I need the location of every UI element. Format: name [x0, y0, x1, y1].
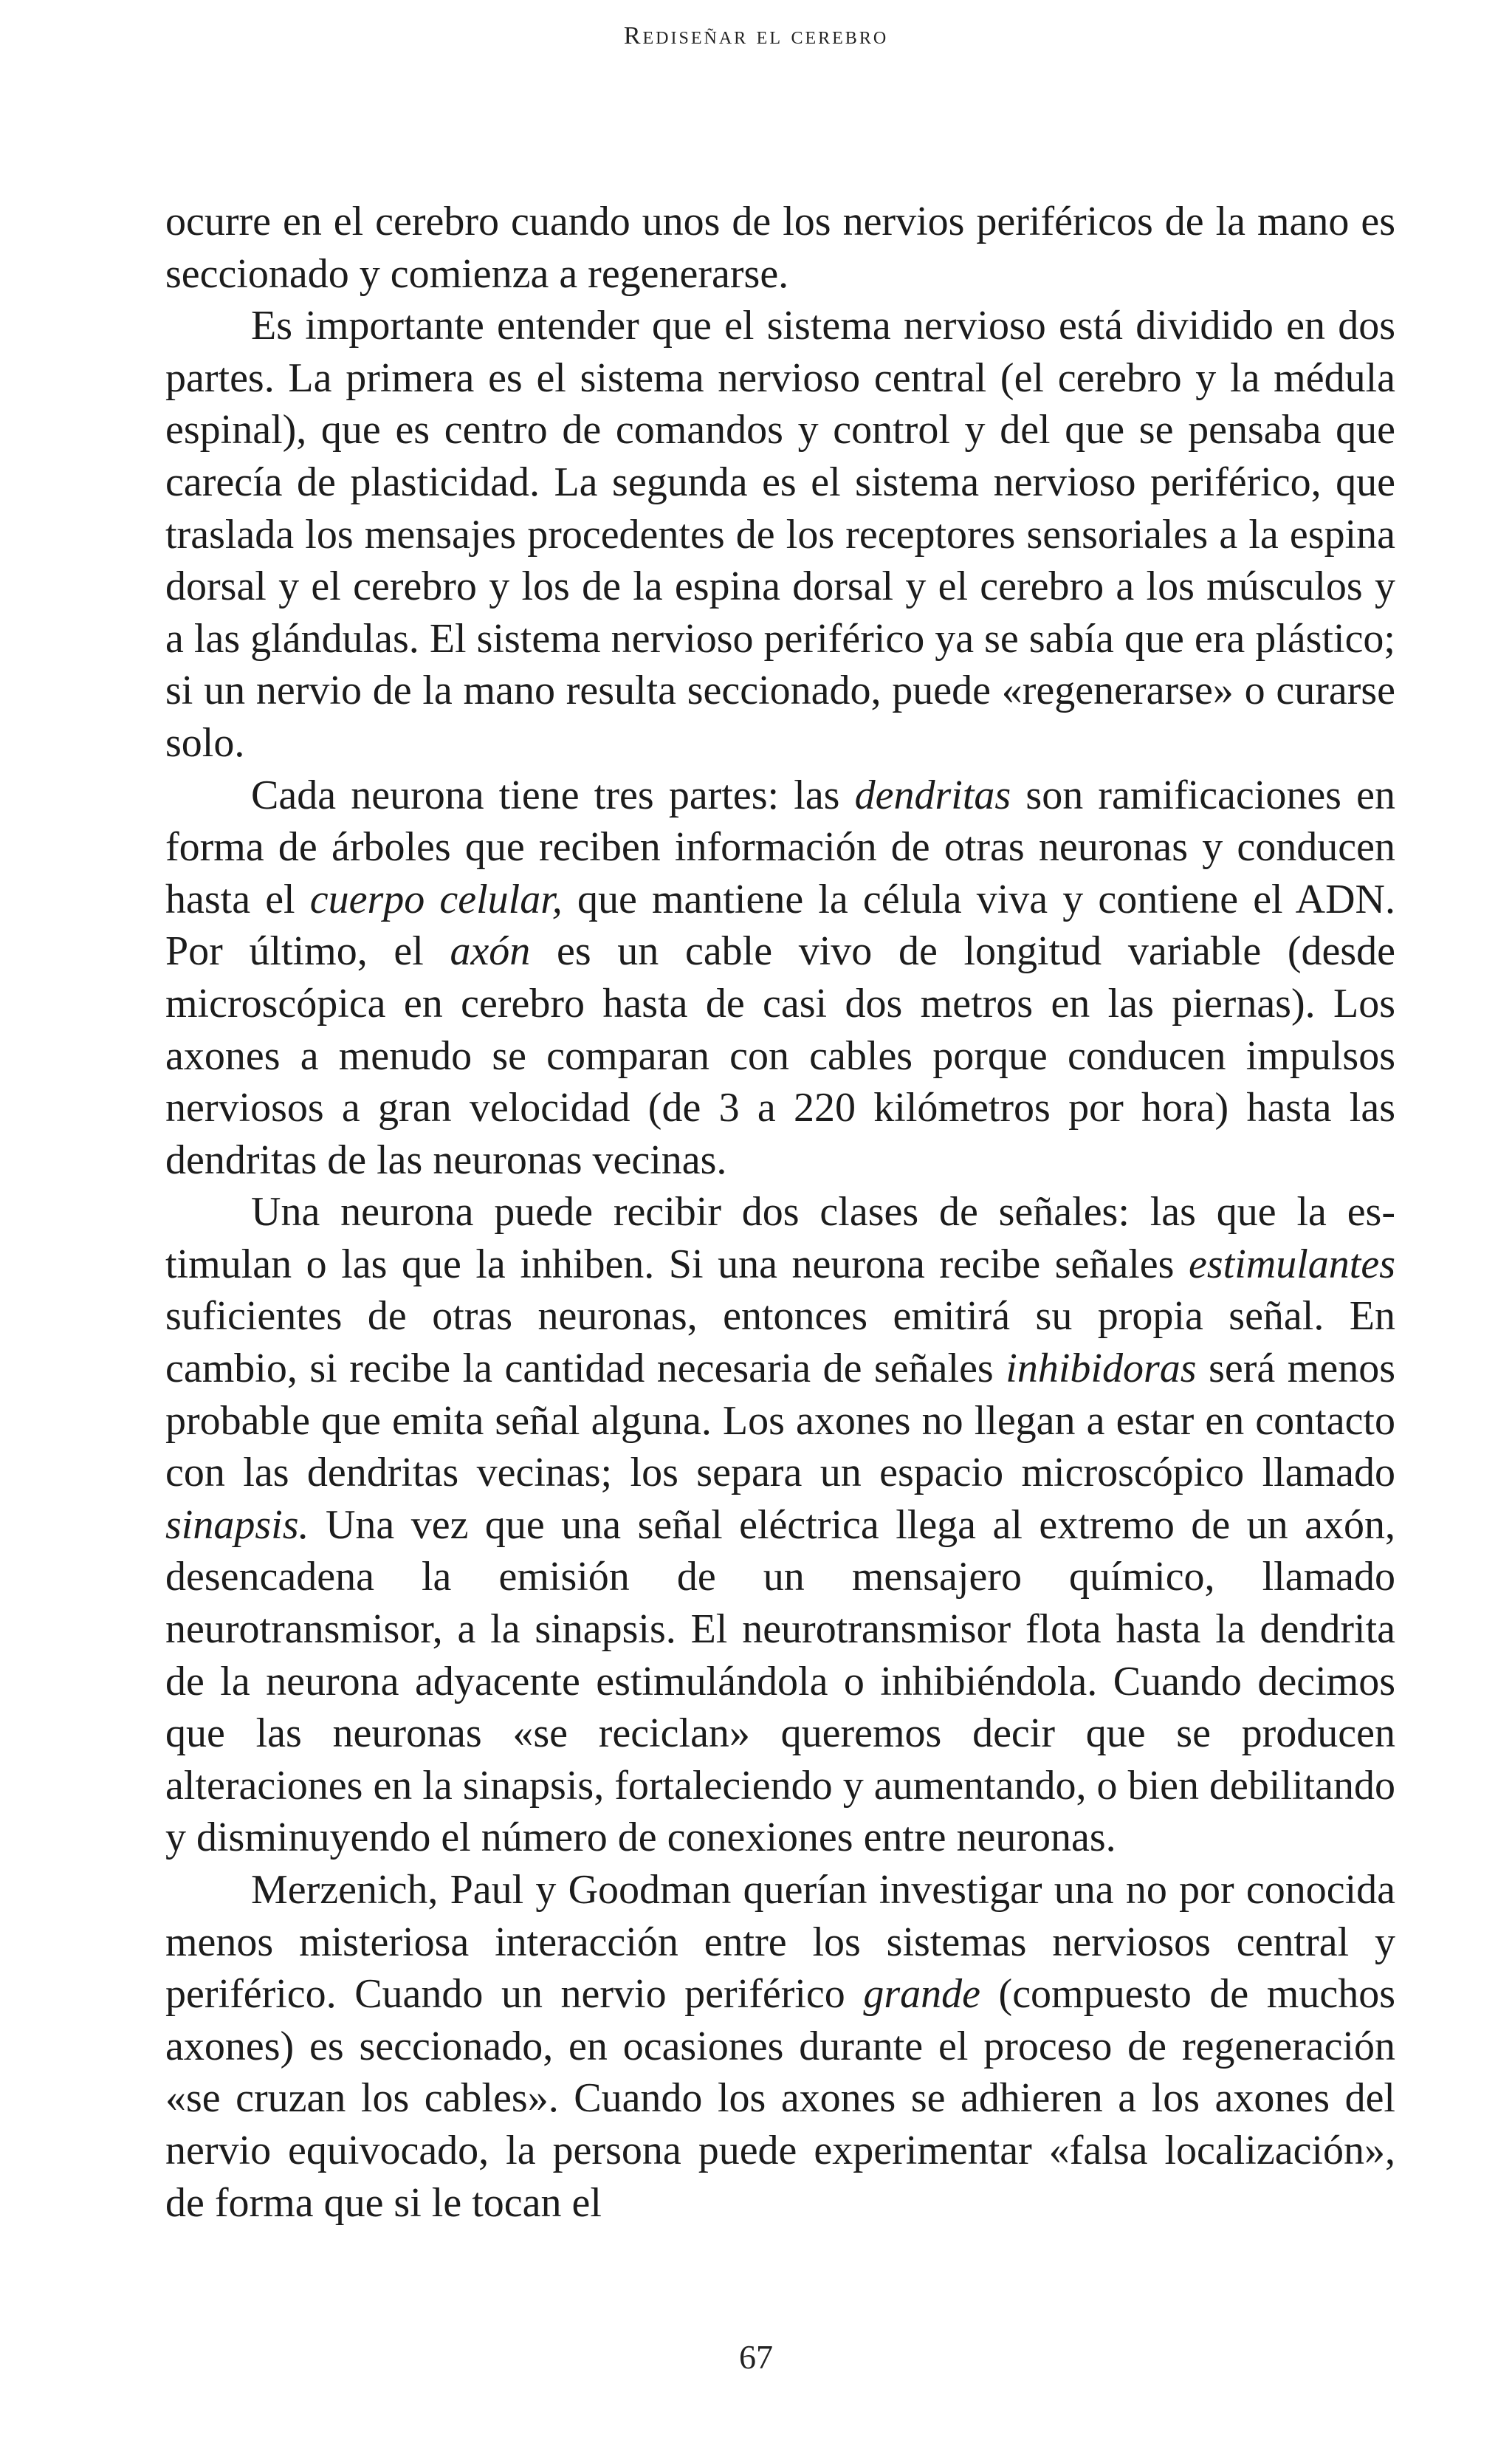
italic-term: grande: [863, 1971, 980, 2018]
running-header: Rediseñar el cerebro: [623, 22, 889, 49]
paragraph: [165, 300, 1395, 769]
page-number: 67: [739, 2338, 773, 2376]
text-run: Una neurona puede recibir dos clases de señales: las que la estimulan o las que la inhiben. Si una neurona recibe señales: [165, 1189, 1395, 1287]
italic-term: dendritas: [854, 772, 1011, 818]
text-run: ocurre en el cerebro cuando unos de los nervios periféricos de la mano es seccionado y comienza a regenerarse.: [165, 199, 1395, 297]
italic-term: estimulantes: [1189, 1241, 1395, 1287]
text-run: que mantiene la célula viva y contiene el ADN. Por último, el: [165, 876, 1395, 975]
text-run: Es importante entender que el sistema nervioso está dividido en dos partes. La primera es el sistema nervioso central (el cerebro y la médula espinal), que es centro de comandos y control y del que se pensaba que carecía de plasticidad. La segunda es el sistema nervioso periférico, que traslada los mensajes procedentes de los receptores sensoriales a la espina dorsal y el cerebro y los de la espina dorsal y el cerebro a los músculos y a las glándulas. El sistema nervioso periférico ya se sabía que era plástico; si un nervio de la mano resulta seccionado, puede «regenerarse» o curarse solo.: [165, 303, 1395, 766]
paragraph: [165, 1186, 1395, 1864]
italic-term: sinapsis.: [165, 1501, 309, 1548]
text-run: Merzenich, Paul y Goodman querían investigar una no por conocida menos misteriosa interacción entre los sistemas nerviosos central y periférico. Cuando un nervio periférico: [165, 1867, 1395, 2018]
text-run: Una vez que una señal eléctrica llega al extremo de un axón, desencadena la emisión de un mensajero químico, llamado neurotransmisor, a la sinapsis. El neurotransmisor flota hasta la dendrita de la neurona adyacente estimulándola o inhibiéndola. Cuando decimos que las neuronas «se reciclan» queremos decir que se producen alteraciones en la sinapsis, fortaleciendo y aumentando, o bien debilitando y disminuyendo el número de conexiones entre neuronas.: [165, 1501, 1395, 1861]
italic-term: cuerpo celular,: [309, 876, 563, 922]
text-run: son ramificaciones en forma de árboles que reciben información de otras neuronas y conducen hasta el: [165, 772, 1395, 922]
italic-term: axón: [450, 928, 531, 975]
body-text: [165, 196, 1395, 2229]
paragraph: [165, 1864, 1395, 2229]
text-run: suficientes de otras neuronas, entonces emitirá su propia señal. En cambio, si recibe la cantidad necesaria de señales: [165, 1293, 1395, 1392]
text-run: (compuesto de muchos axones) es seccionado, en ocasiones durante el proceso de regeneración «se cruzan los cables». Cuando los axones se adhieren a los axones del nervio equivocado, la persona puede experimentar «falsa localización», de forma que si le tocan el: [165, 1971, 1395, 2226]
text-run: Cada neurona tiene tres partes: las: [251, 772, 855, 818]
paragraph: [165, 770, 1395, 1187]
italic-term: inhibidoras: [1006, 1346, 1197, 1392]
text-run: será menos probable que emita señal alguna. Los axones no llegan a estar en contacto con las dendritas vecinas; los separa un espacio microscópico llamado: [165, 1346, 1395, 1496]
text-run: es un cable vivo de longitud variable (desde microscópica en cerebro hasta de casi dos metros en las piernas). Los axones a menudo se comparan con cables porque conducen impulsos nerviosos a gran velocidad (de 3 a 220 kilómetros por hora) hasta las dendritas de las neuronas vecinas.: [165, 928, 1395, 1183]
paragraph: [165, 196, 1395, 300]
